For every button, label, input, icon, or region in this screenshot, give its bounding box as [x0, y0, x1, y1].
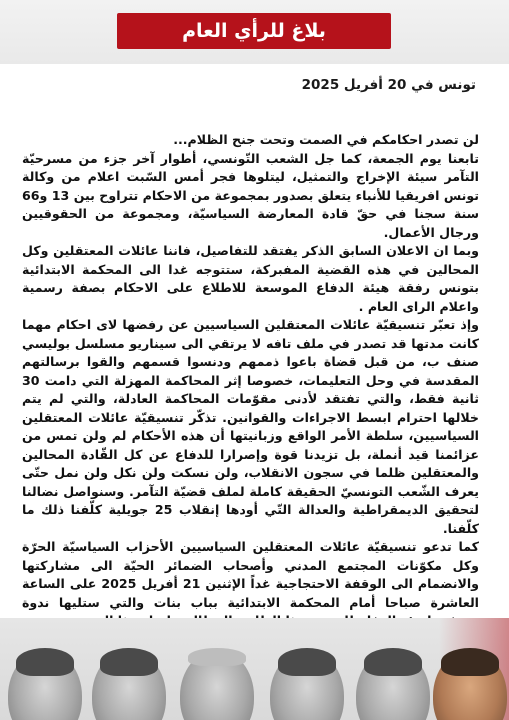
portrait-photo [270, 650, 344, 720]
portrait-photo [92, 650, 166, 720]
paragraph-3: وإذ تعبّر تنسيقيّة عائلات المعتقلين السياسيين عن رفضها لاى احكام مهما كانت مدتها قد تصدر في ملف تافه لا يرتقي الى سيناريو مسلسل بوليسي صنف ب، من قبل قضاة باعوا ذممهم ودنسوا قسمهم والقوا برسالتهم المقدسة في وحل التعليمات، خصوصا إثر المحاكمة المهزلة التي دامت 30 ثانية فقط، والتي تفتقد لأدنى مقوّمات المحاكمة العادلة، والتي لم يتم خلالها احترام ابسط الاجراءات والقوانين. تذكّر تنسيقيّة عائلات المعتقلين السياسيين، سلطة الأمر الواقع وزبانيتها أن هذه الأحكام لم ولن تمس من عزائمنا قيد أنملة، بل تزيدنا قوة وإصرارا للدفاع عن كل القّادة المحالين والمعتقلين ظلما في سجون الانقلاب، ولن نسكت ولن نكل ولن نمل حتّى يعرف الشّعب التونسيّ الحقيقة كاملة لملف قضيّة التآمر. وسنواصل نضالنا لتحقيق الديمقراطية والعدالة التّي أودها إنقلاب 25 جويلية كلّفنا ذلك ما كلّفنا. [22, 317, 479, 536]
portrait-photo [433, 650, 507, 720]
paragraph-2: وبما ان الاعلان السابق الذكر يفتقد للتفاصيل، فاننا عائلات المعتقلين وكل المحالين في هذه القضية المفبركة، ستتوجه غدا الى المحكمة الابتدائية بتونس رفقة هيئة الدفاع الموسعة للاطلاع على الاحكام بصفة رسمية واعلام الراى العام . [22, 243, 479, 314]
paragraph-1: تابعنا يوم الجمعة، كما جل الشعب التّونسي، أطوار آخر جزء من مسرحيّة التآمر سيئة الإخراج والتمثيل، ليتلوها فجر أمس السّبت اعلام من وكالة تونس افريقيا للأنباء يتعلق بصدور بمجموعة من الاحكام تتراوح بين 13 و66 سنة سجنا في حقّ قادة المعارضة السياسيّة، ومجموعة من الحقوقيين ورجال الأعمال. [22, 150, 479, 240]
portrait-photo [356, 650, 430, 720]
portrait-photo [8, 650, 82, 720]
paragraph-4: كما تدعو تنسيقيّة عائلات المعتقلين السياسيين الأحزاب السياسيّة الحرّة وكل مكوّنات المجتمع المدني وأصحاب الضمائر الحيّة الى مشاركتها والانضمام الى الوقفة الاحتجاجية غداً الإثنين 21 أفريل 2025 على الساعة العاشرة صباحا أمام المحكمة الابتدائية بباب بنات والتي ستليها ندوة [22, 539, 479, 610]
detainees-photo-strip [0, 618, 509, 720]
portrait-photo [180, 650, 254, 720]
date-line: تونس في 20 أفريل 2025 [301, 77, 476, 93]
page-title: بلاغ للرأي العام [117, 13, 391, 49]
statement-body [22, 131, 479, 649]
header-banner [0, 0, 509, 64]
paragraph-opening: لن تصدر احكامكم في الصمت وتحت جنح الظلام... [173, 132, 479, 147]
